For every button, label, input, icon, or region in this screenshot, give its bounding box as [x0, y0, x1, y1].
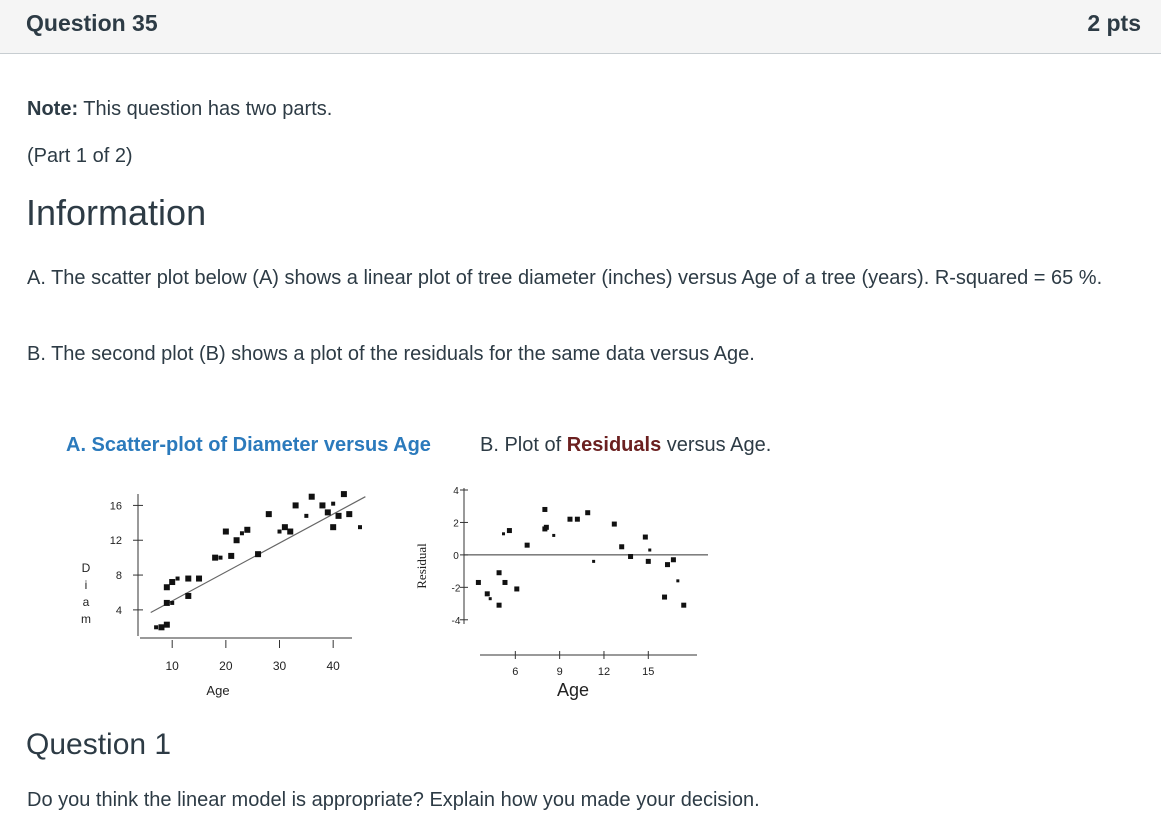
- chart-a-point: [309, 494, 315, 500]
- chart-b-ytick-label: 4: [453, 486, 459, 497]
- chart-b-point: [612, 522, 617, 527]
- chart-b-point: [502, 532, 505, 535]
- chart-a-point: [330, 524, 336, 530]
- note-line: [27, 98, 332, 121]
- chart-a-ytick-label: 4: [115, 604, 122, 617]
- chart-a-point: [228, 553, 234, 559]
- chart-b-point: [525, 543, 530, 548]
- chart-b-point: [665, 562, 670, 567]
- chart-a-point: [218, 556, 222, 560]
- chart-a-point: [331, 502, 335, 506]
- chart-a-point: [293, 502, 299, 508]
- chart-a-point: [240, 531, 244, 535]
- question-title: Question 35: [26, 10, 158, 36]
- chart-a-point: [176, 577, 180, 581]
- chart-a-xtick-label: 30: [272, 659, 287, 673]
- chart-a-point: [164, 600, 170, 606]
- chart-b-point: [648, 549, 651, 552]
- chart-a-point: [244, 527, 250, 533]
- question-points: 2 pts: [1087, 10, 1141, 36]
- chart-a-point: [282, 524, 288, 530]
- chart-b-point: [542, 507, 547, 512]
- chart-a-xtick-label: 20: [219, 659, 233, 673]
- chart-a-point: [266, 511, 272, 517]
- chart-b-point: [671, 557, 676, 562]
- part-indicator: (Part 1 of 2): [27, 145, 133, 167]
- chart-a-ylabel-letter: m: [81, 612, 91, 626]
- chart-a-point: [304, 514, 308, 518]
- question1-heading: Question 1: [26, 728, 172, 761]
- chart-a-point: [341, 491, 347, 497]
- chart-a-point: [185, 593, 191, 599]
- caption-b-suffix: versus Age.: [661, 434, 772, 456]
- note-text: This question has two parts.: [78, 98, 333, 120]
- chart-b-ytick-label: 2: [453, 518, 459, 530]
- chart-b-point: [552, 534, 555, 537]
- chart-a-point: [287, 529, 293, 535]
- chart-a-xlabel: Age: [206, 683, 230, 698]
- chart-a-caption: A. Scatter-plot of Diameter versus Age: [66, 434, 431, 456]
- chart-b-point: [628, 554, 633, 559]
- chart-b-xtick-label: 9: [556, 666, 563, 678]
- chart-a-ylabel-letter: D: [81, 561, 91, 575]
- chart-a-point: [196, 576, 202, 582]
- chart-a-point: [169, 579, 175, 585]
- chart-b-caption: [480, 434, 771, 457]
- chart-b-point: [489, 597, 492, 600]
- chart-a-point: [346, 511, 352, 517]
- chart-b-xtick-label: 15: [642, 666, 655, 678]
- chart-b-point: [567, 517, 572, 522]
- paragraph-b: B. The second plot (B) shows a plot of the residuals for the same data versus Age.: [27, 343, 755, 365]
- chart-b-ytick-label: -4: [451, 615, 461, 627]
- chart-a-point: [319, 502, 325, 508]
- scatter-plot-chart: [60, 480, 400, 710]
- chart-b-ytick-label: -2: [451, 583, 461, 595]
- chart-a-xtick-label: 10: [165, 659, 179, 673]
- chart-a-point: [164, 622, 170, 628]
- chart-b-ytick-label: 0: [453, 550, 459, 562]
- chart-a-point: [185, 576, 191, 582]
- chart-a-point: [325, 509, 331, 515]
- chart-a-point: [336, 513, 342, 519]
- chart-b-point: [646, 559, 651, 564]
- chart-b-point: [485, 591, 490, 596]
- chart-a-ytick-label: 12: [109, 535, 122, 548]
- question-header: [0, 0, 1161, 54]
- chart-a-ytick-label: 8: [115, 570, 122, 583]
- chart-b-point: [592, 560, 595, 563]
- chart-b-point: [497, 603, 502, 608]
- chart-b-point: [676, 579, 679, 582]
- chart-a-ytick-label: 16: [109, 500, 122, 513]
- chart-a-point: [223, 529, 229, 535]
- chart-a-point: [164, 584, 170, 590]
- chart-a-point: [255, 551, 261, 557]
- paragraph-a: A. The scatter plot below (A) shows a linear plot of tree diameter (inches) versus Age of a tree (years). R-squared = 65 %.: [27, 267, 1103, 289]
- question1-text: Do you think the linear model is appropriate? Explain how you made your decision.: [27, 789, 760, 811]
- chart-a-point: [234, 537, 240, 543]
- chart-b-point: [476, 580, 481, 585]
- chart-b-xtick-label: 6: [512, 666, 519, 678]
- chart-a-point: [212, 555, 218, 561]
- chart-a-point: [278, 530, 282, 534]
- chart-a-point: [358, 525, 362, 529]
- chart-b-point: [619, 544, 624, 549]
- chart-b-point: [497, 570, 502, 575]
- chart-a-xtick-label: 40: [326, 659, 340, 673]
- chart-b-xtick-label: 12: [597, 666, 611, 678]
- chart-a-point: [170, 601, 174, 605]
- chart-b-point: [681, 603, 686, 608]
- chart-b-point: [514, 586, 519, 591]
- chart-a-ylabel: [81, 561, 91, 626]
- caption-b-bold: Residuals: [566, 434, 662, 456]
- chart-b-point: [643, 535, 648, 540]
- chart-b-point: [502, 580, 507, 585]
- chart-b-xlabel: Age: [556, 680, 590, 700]
- chart-b-point: [662, 595, 667, 600]
- chart-a-axes: [138, 494, 352, 638]
- residual-plot-chart: [405, 478, 715, 708]
- chart-b-point: [544, 525, 549, 530]
- information-heading: Information: [26, 192, 207, 233]
- chart-b-ylabel: Residual: [414, 543, 429, 589]
- chart-a-ylabel-letter: i: [84, 578, 88, 592]
- chart-a-point: [158, 624, 164, 630]
- chart-a-point: [154, 625, 158, 629]
- chart-b-point: [575, 517, 580, 522]
- caption-b-prefix: B. Plot of: [480, 434, 567, 456]
- chart-b-point: [585, 510, 590, 515]
- note-label: Note:: [27, 98, 79, 120]
- chart-a-ylabel-letter: a: [82, 595, 90, 609]
- chart-b-point: [507, 528, 512, 533]
